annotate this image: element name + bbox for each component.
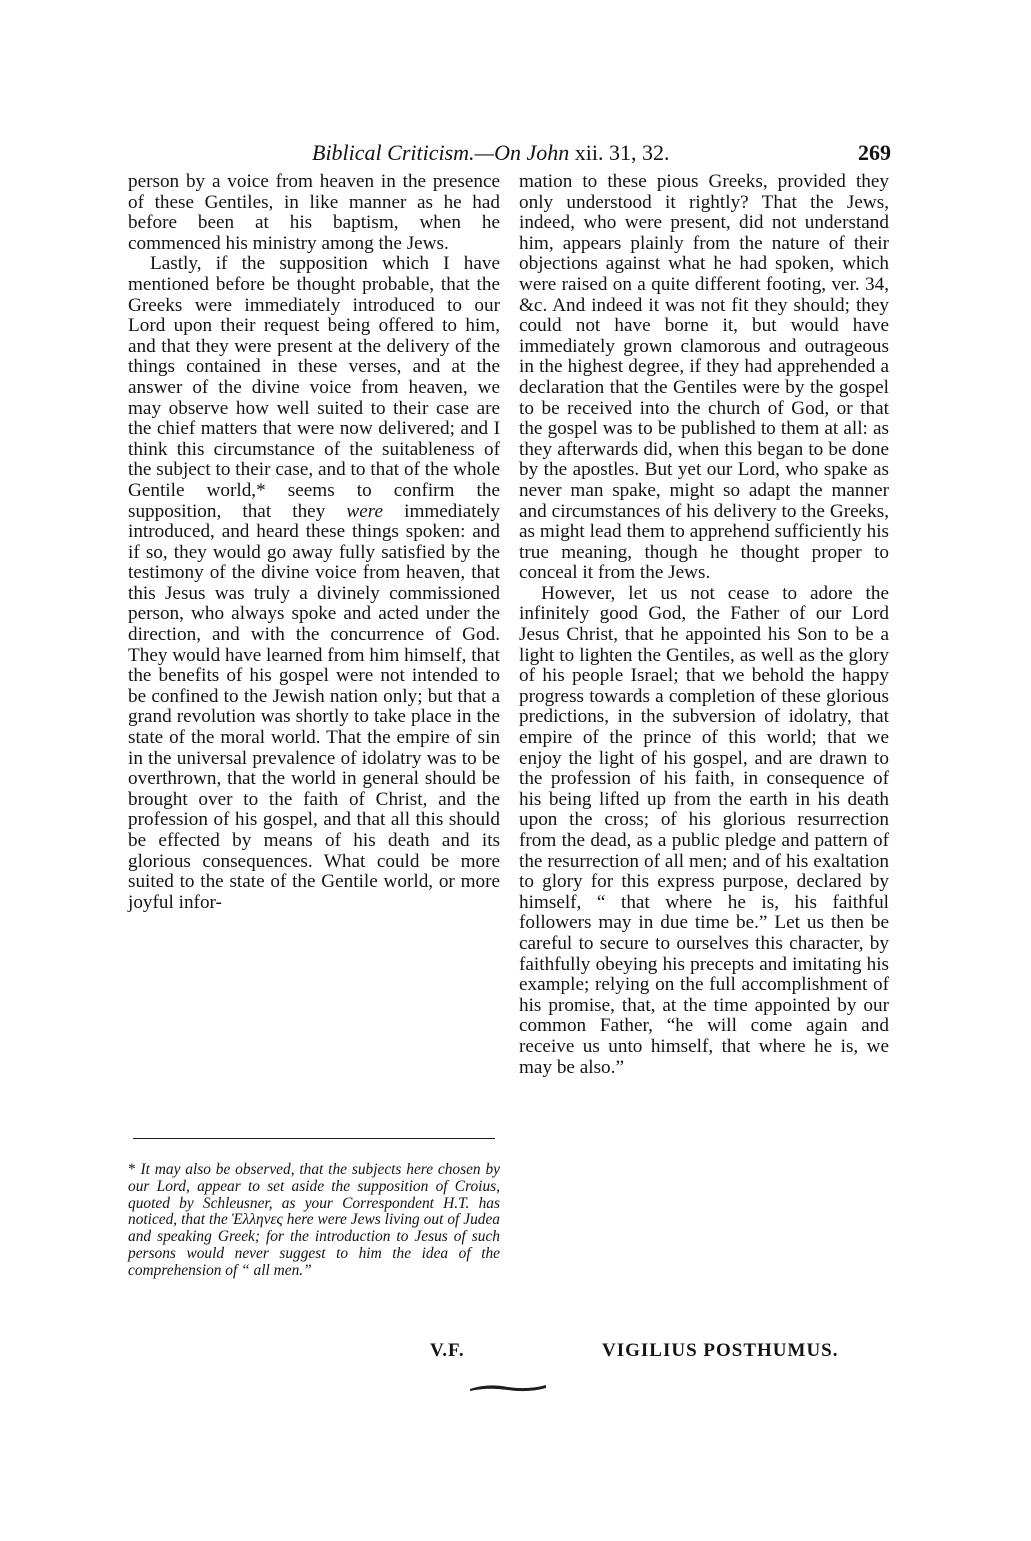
running-title-reference: xii. 31, 32. xyxy=(574,140,670,165)
footnote-signature: V.F. xyxy=(430,1340,465,1361)
running-title xyxy=(312,140,670,166)
right-column xyxy=(519,172,889,1078)
left-paragraph-2-part-a: Lastly, if the supposition which I have mentioned before be thought probable, that the Greeks were immediately introduced to our Lord upon their request being offered to him, and that they were present at the delivery of the things contained in these verses, and at the answer of the divine voice from heaven, we may observe how well suited to their case are the chief matters that were now delivered; and I think this circumstance of the suitableness of the subject to their case, and to that of the whole Gentile world,* seems to confirm the supposition, that they xyxy=(128,253,500,522)
footnote-marker: * xyxy=(128,1161,136,1178)
right-paragraph-1: mation to these pious Greeks, provided they only understood it rightly? That the Jews, indeed, who were present, did not understand him, appears plainly from the nature of their objections against what he had spoken, which were raised on a quite different footing, ver. 34, &c. And indeed it was not fit they should; they could not have borne it, but would have immediately grown clamorous and outrageous in the highest degree, if they had apprehended a declaration that the Gentiles were by the gospel to be received into the church of God, or that the gospel was to be published to them at all: as they afterwards did, when this began to be done by the apostles. But yet our Lord, who spake as never man spake, might so adapt the manner and circumstances of his delivery to the Greeks, as might lead them to apprehend sufficiently his true meaning, though he thought proper to conceal it from the Jews. xyxy=(519,171,889,584)
left-paragraph-2-emphasis: were xyxy=(346,500,383,522)
end-ornament-icon xyxy=(468,1380,548,1394)
left-paragraph-2 xyxy=(128,254,500,913)
footnote-divider xyxy=(133,1138,495,1139)
author-signature: VIGILIUS POSTHUMUS. xyxy=(602,1340,839,1361)
running-header xyxy=(128,136,891,172)
running-title-book: John xyxy=(526,140,570,165)
right-paragraph-2: However, let us not cease to adore the infinitely good God, the Father of our Lord Jesus Christ, that he appointed his Son to be a light to lighten the Gentiles, as well as the glory of his people Israel; that we behold the happy progress towards a completion of these glorious predictions, in the subversion of idolatry, that empire of the prince of this world; that we enjoy the light of his gospel, and are drawn to the profession of his faith, in consequence of his being lifted up from the earth in his death upon the cross; of his glorious resurrection from the dead, as a public pledge and pattern of the resurrection of all men; and of his exaltation to glory for this express purpose, declared by himself, “ that where he is, his faithful followers may in due time be.” Let us then be careful to secure to ourselves this character, by faithfully obeying his precepts and imitating his example; relying on the full accomplishment of his promise, that, at the time appointed by our common Father, “he will come again and receive us unto himself, that where he is, we may be also.” xyxy=(519,582,889,1078)
left-column xyxy=(128,172,500,913)
running-title-text: Biblical Criticism.—On xyxy=(312,140,521,165)
footnote-text: It may also be observed, that the subjects here chosen by our Lord, appear to set aside the supposition of Croius, quoted by Schleusner, as your Correspondent H.T. has noticed, that the Ἑλληνες here were Jews living out of Judea and speaking Greek; for the introduction to Jesus of such persons would never suggest to him the idea of the comprehension of “ all men.” xyxy=(128,1161,500,1279)
page-number: 269 xyxy=(858,140,891,165)
footnote xyxy=(128,1162,500,1280)
left-paragraph-1: person by a voice from heaven in the presence of these Gentiles, in like manner as he had before been at his baptism, when he commenced his ministry among the Jews. xyxy=(128,171,500,254)
left-paragraph-2-part-b: immediately introduced, and heard these things spoken: and if so, they would go away fully satisfied by the testimony of the divine voice from heaven, that this Jesus was truly a divinely commissioned person, who always spoke and acted under the direction, and with the concurrence of God. They would have learned from him himself, that the benefits of his gospel were not intended to be confined to the Jewish nation only; but that a grand revolution was shortly to take place in the state of the moral world. That the empire of sin in the universal prevalence of idolatry was to be overthrown, that the world in general should be brought over to the faith of Christ, and the profession of his gospel, and that all this should be effected by means of his death and its glorious consequences. What could be more suited to the state of the Gentile world, or more joyful infor- xyxy=(128,500,501,913)
